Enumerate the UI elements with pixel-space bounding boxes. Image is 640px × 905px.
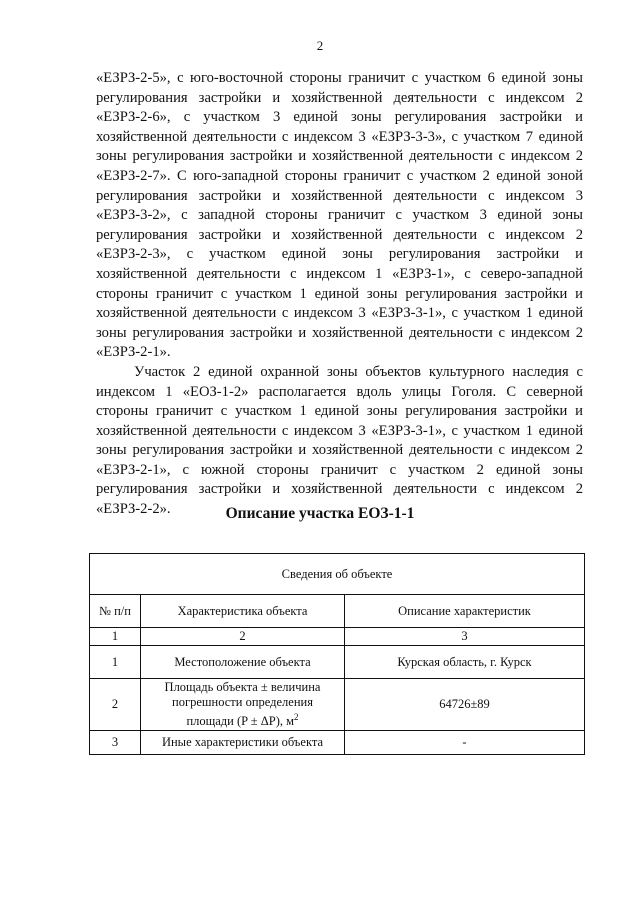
- characteristic-line: Площадь объекта ± величина: [164, 680, 321, 694]
- table-caption-row: [90, 554, 585, 595]
- body-text: [96, 69, 583, 520]
- numbering-cell: 3: [345, 628, 585, 646]
- characteristic-line: погрешности определения: [172, 695, 313, 709]
- row-description: -: [345, 731, 585, 755]
- header-characteristic: Характеристика объекта: [141, 595, 345, 628]
- table-row: [90, 646, 585, 679]
- row-characteristic: Иные характеристики объекта: [141, 731, 345, 755]
- numbering-cell: 1: [90, 628, 141, 646]
- row-characteristic: [141, 679, 345, 731]
- table-numbering-row: [90, 628, 585, 646]
- page-number: 2: [316, 38, 324, 53]
- table-row: [90, 731, 585, 755]
- unit-superscript: 2: [294, 712, 299, 722]
- table-row: [90, 679, 585, 731]
- header-description: Описание характеристик: [345, 595, 585, 628]
- characteristic-line: площади (P ± ΔP), м: [186, 714, 295, 728]
- row-number: 3: [90, 731, 141, 755]
- table-header-row: [90, 595, 585, 628]
- row-number: 1: [90, 646, 141, 679]
- header-number: № п/п: [90, 595, 141, 628]
- row-number: 2: [90, 679, 141, 731]
- row-description: 64726±89: [345, 679, 585, 731]
- paragraph-2: Участок 2 единой охранной зоны объектов культурного наследия с индексом 1 «ЕОЗ-1-2» располагается вдоль улицы Гоголя. С северной стороны граничит с участком 1 единой зоны регулирования застройки и хозяйственной деятельности с индексом 3 «ЕЗРЗ-3-1», с участком 1 единой зоны регулирования застройки и хозяйственной деятельности с индексом 2 «ЕЗРЗ-2-1», с южной стороны граничит с участком 2 единой зоны регулирования застройки и хозяйственной деятельности с индексом 2 «ЕЗРЗ-2-2».: [96, 363, 583, 518]
- paragraph-1: «ЕЗРЗ-2-5», с юго-восточной стороны граничит с участком 6 единой зоны регулирования застройки и хозяйственной деятельности с индексом 2 «ЕЗРЗ-2-6», с участком 3 единой зоны регулирования застройки и хозяйственной деятельности с индексом 3 «ЕЗРЗ-3-3», с участком 7 единой зоны регулирования застройки и хозяйственной деятельности с индексом 2 «ЕЗРЗ-2-7». С юго-западной стороны граничит с участком 2 единой зоной регулирования застройки и хозяйственной деятельности с индексом 3 «ЕЗРЗ-3-2», с западной стороны граничит с участком 3 единой зоны регулирования застройки и хозяйственной деятельности с индексом 2 «ЕЗРЗ-2-3», с участком единой зоны регулирования застройки и хозяйственной деятельности с индексом 1 «ЕЗРЗ-1», с северо-западной стороны граничит с участком 1 единой зоны регулирования застройки и хозяйственной деятельности с индексом 3 «ЕЗРЗ-3-1», с участком 1 единой зоны регулирования застройки и хозяйственной деятельности с индексом 2 «ЕЗРЗ-2-1».: [96, 70, 583, 361]
- row-description: Курская область, г. Курск: [345, 646, 585, 679]
- object-info-table: [89, 553, 585, 755]
- numbering-cell: 2: [141, 628, 345, 646]
- section-title: Описание участка ЕОЗ-1-1: [225, 505, 415, 522]
- table-caption: Сведения об объекте: [90, 554, 585, 595]
- row-characteristic: Местоположение объекта: [141, 646, 345, 679]
